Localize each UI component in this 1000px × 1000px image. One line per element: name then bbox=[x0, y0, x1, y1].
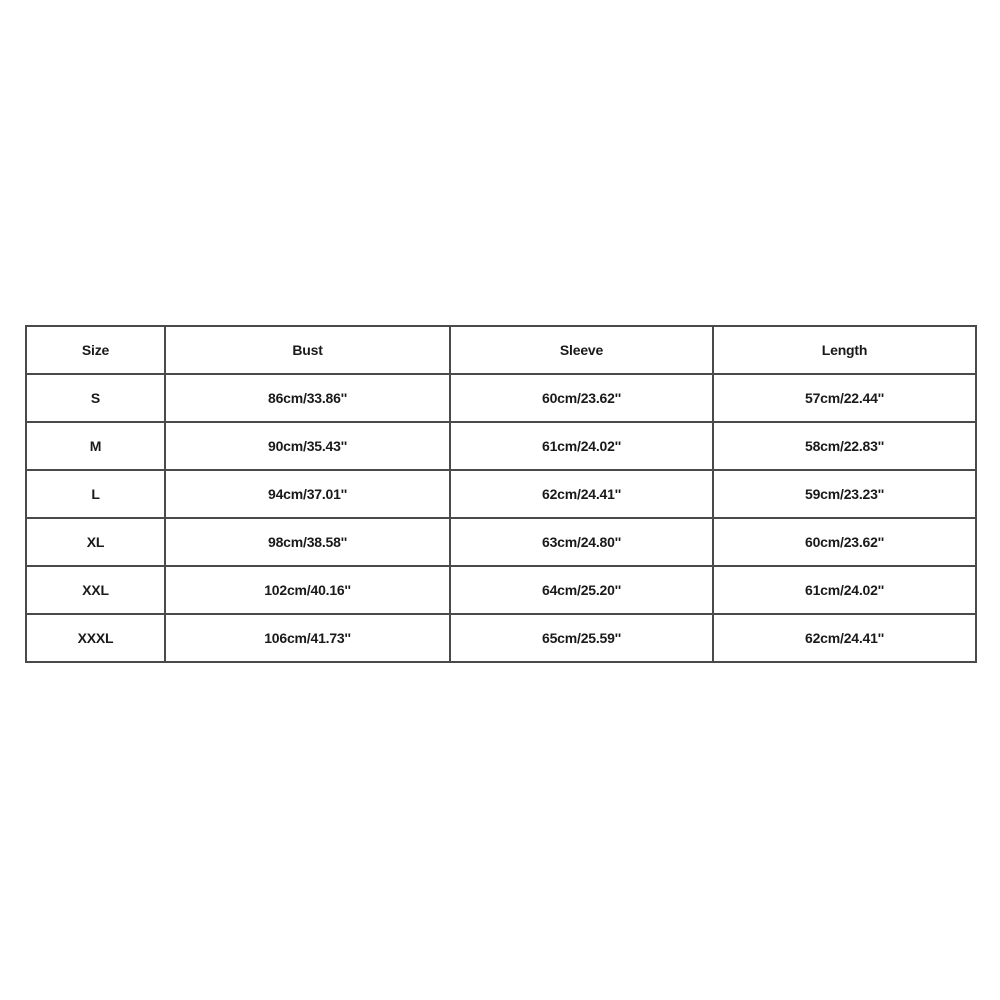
table-row bbox=[26, 518, 976, 566]
header-bust: Bust bbox=[165, 326, 450, 374]
cell-length: 57cm/22.44'' bbox=[713, 374, 976, 422]
cell-bust: 86cm/33.86'' bbox=[165, 374, 450, 422]
table-row bbox=[26, 422, 976, 470]
cell-sleeve: 60cm/23.62'' bbox=[450, 374, 713, 422]
cell-size: L bbox=[26, 470, 165, 518]
header-length: Length bbox=[713, 326, 976, 374]
cell-length: 58cm/22.83'' bbox=[713, 422, 976, 470]
cell-sleeve: 62cm/24.41'' bbox=[450, 470, 713, 518]
table-row bbox=[26, 374, 976, 422]
table-row bbox=[26, 566, 976, 614]
cell-bust: 102cm/40.16'' bbox=[165, 566, 450, 614]
cell-sleeve: 64cm/25.20'' bbox=[450, 566, 713, 614]
header-size: Size bbox=[26, 326, 165, 374]
cell-bust: 98cm/38.58'' bbox=[165, 518, 450, 566]
cell-bust: 94cm/37.01'' bbox=[165, 470, 450, 518]
table-row bbox=[26, 470, 976, 518]
cell-size: S bbox=[26, 374, 165, 422]
cell-length: 62cm/24.41'' bbox=[713, 614, 976, 662]
size-chart-table bbox=[25, 325, 977, 663]
header-row bbox=[26, 326, 976, 374]
cell-length: 59cm/23.23'' bbox=[713, 470, 976, 518]
cell-bust: 106cm/41.73'' bbox=[165, 614, 450, 662]
cell-size: XXL bbox=[26, 566, 165, 614]
cell-size: M bbox=[26, 422, 165, 470]
header-sleeve: Sleeve bbox=[450, 326, 713, 374]
cell-sleeve: 65cm/25.59'' bbox=[450, 614, 713, 662]
cell-sleeve: 61cm/24.02'' bbox=[450, 422, 713, 470]
cell-size: XXXL bbox=[26, 614, 165, 662]
cell-length: 60cm/23.62'' bbox=[713, 518, 976, 566]
cell-bust: 90cm/35.43'' bbox=[165, 422, 450, 470]
cell-length: 61cm/24.02'' bbox=[713, 566, 976, 614]
cell-size: XL bbox=[26, 518, 165, 566]
cell-sleeve: 63cm/24.80'' bbox=[450, 518, 713, 566]
table-row bbox=[26, 614, 976, 662]
